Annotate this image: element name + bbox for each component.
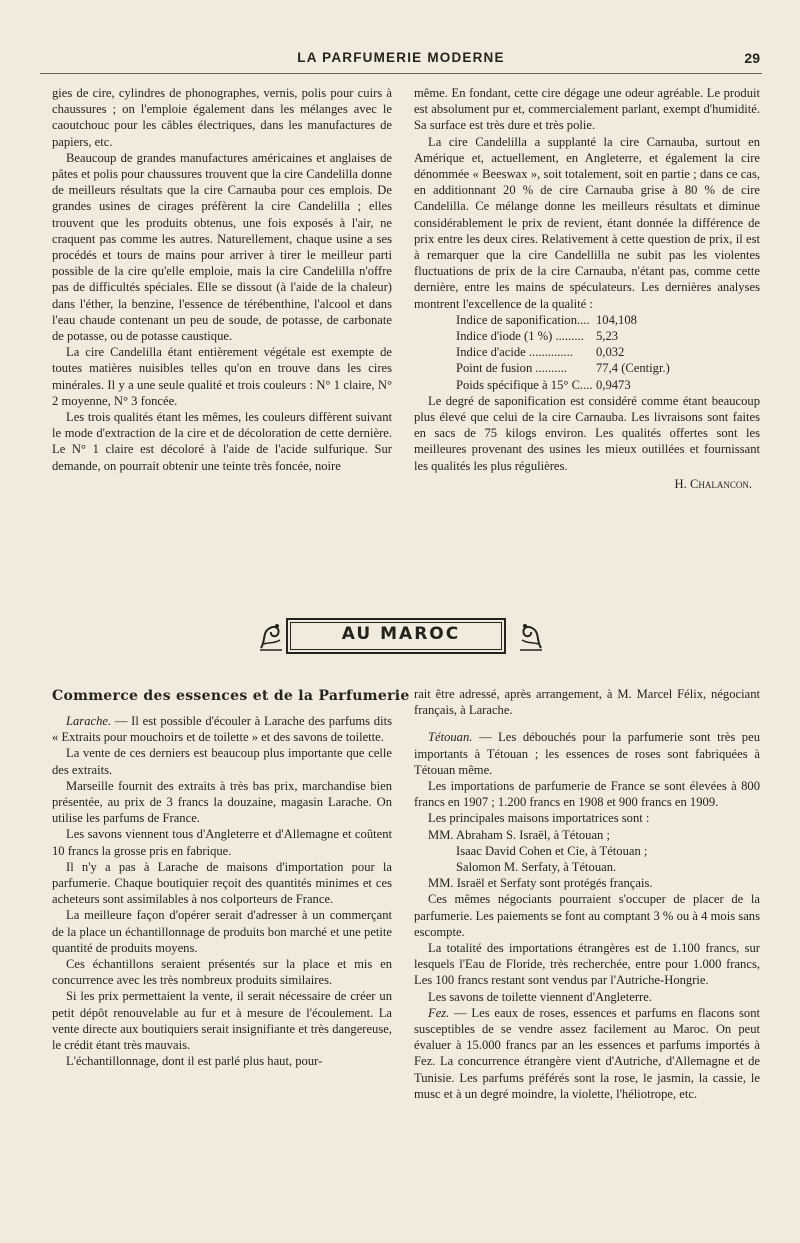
paragraph: Ces échantillons seraient présentés sur la place et mis en concurrence avec les très nombreux produits similaires. (52, 957, 392, 988)
analysis-row: Point de fusion .......... 77,4 (Centigr.) (456, 361, 670, 376)
paragraph: même. En fondant, cette cire dégage une odeur agréable. Le produit est absolument pur et, commercialement parlant, exempt d'humidité. Sa surface est très dure et très polie. (414, 86, 760, 133)
section-title: Commerce des essences et de la Parfumerie (52, 688, 410, 704)
paragraph: La totalité des importations étrangères est de 1.100 francs, sur lesquels l'Eau de Floride, très recherchée, entre pour 1.000 francs, Les 100 francs restant sont vendus par l'Autriche-Hongrie. (414, 941, 760, 988)
morocco-column-right (414, 686, 760, 1102)
author-signature: H. Chalancon. (674, 476, 752, 491)
analysis-table (456, 312, 760, 393)
paragraph: Les trois qualités étant les mêmes, les couleurs diffèrent suivant le mode d'extraction de la cire et de décoloration de cette dernière. Le N° 1 claire est décoloré à l'aide de l'acide sulfurique. Sur demande, on pourrait obtenir une teinte très foncée, noire (52, 410, 392, 473)
paragraph: La vente de ces derniers est beaucoup plus importante que celle des extraits. (52, 746, 392, 777)
paragraph: La meilleure façon d'opérer serait d'adresser à un commerçant de la place un échantillonnage de produits bon marché et une petite quantité de produits moyens. (52, 908, 392, 955)
page-number: 29 (744, 50, 760, 66)
paragraph: gies de cire, cylindres de phonographes, vernis, polis pour cuirs à chaussures ; on l'emploie également dans les mélanges avec le caoutchouc pour les câbles électriques, dans les manufactures de papiers, etc. (52, 86, 392, 149)
paragraph: Les savons viennent tous d'Angleterre et d'Allemagne et coûtent 10 francs la grosse pris en fabrique. (52, 827, 392, 858)
paragraph: rait être adressé, après arrangement, à M. Marcel Félix, négociant français, à Larache. (414, 687, 760, 718)
paragraph: Tétouan. — Les débouchés pour la parfumerie sont très peu importants à Tétouan ; les essences de roses sont fabriquées à Tétouan même. (414, 730, 760, 777)
analysis-row: Indice de saponification.... 104,108 (456, 312, 637, 327)
paragraph: Les principales maisons importatrices sont : (428, 811, 650, 826)
paragraph: Si les prix permettaient la vente, il serait nécessaire de créer un petit dépôt renouvelable au fur et à mesure de l'écoulement. La vente directe aux boutiquiers serait insignifiante et très dangereuse, le crédit étant très mauvais. (52, 989, 392, 1053)
place-label: Tétouan. (428, 730, 473, 745)
paragraph: L'échantillonnage, dont il est parlé plus haut, pour- (66, 1054, 323, 1069)
analysis-row: Indice d'acide .............. 0,032 (456, 345, 625, 360)
ornament-right-icon (518, 620, 544, 652)
place-label: Fez. (428, 1005, 450, 1020)
paragraph: Les importations de parfumerie de France se sont élevées à 800 francs en 1907 ; 1.200 francs en 1908 et 900 francs en 1909. (414, 779, 760, 810)
article-column-right (414, 85, 760, 492)
section-banner (256, 618, 546, 658)
paragraph: Fez. — Les eaux de roses, essences et parfums en flacons sont susceptibles de se vendre assez facilement au Maroc. On peut évaluer à 15.000 francs par an les essences et parfums importés à Fez. La concurrence étrangère vient d'Autriche, d'Allemagne et de Tunisie. Les parfums préférés sont la rose, le jasmin, la cassie, le musc et à un degré moindre, la violette, l'héliotrope, etc. (414, 1005, 760, 1101)
analysis-row: Poids spécifique à 15° C.... 0,9473 (456, 377, 631, 392)
paragraph: La cire Candelilla étant entièrement végétale est exempte de toutes matières nuisibles telles qu'on en trouve dans les cires minérales. Il y a une seule qualité et trois couleurs : N° 1 claire, N° 2 moyenne, N° 3 foncée. (52, 345, 392, 408)
paragraph: Il n'y a pas à Larache de maisons d'importation pour la parfumerie. Chaque boutiquier reçoit des quantités minimes et ces acheteurs sont assimilables à nos colporteurs de France. (52, 859, 392, 907)
paragraph: Beaucoup de grandes manufactures américaines et anglaises de pâtes et polis pour chaussures trouvent que la cire Candelilla donne de meilleurs résultats que la cire Carnauba pour ces emplois. De grandes usines de cirages préfèrent la cire Candelilla ; elles trouvent que les produits obtenus, une fois exposés à l'air, ne craquent pas comme les autres. Naturellement, chaque usine a ses procédés et tours de mains pour arriver à tirer le meilleur parti possible de la cire qu'elle emploie, mais la cire Candelilla n'offre pas de difficultés spéciales. Elle se dissout (à l'aide de la chaleur) dans l'éther, la benzine, l'essence de térébenthine, l'alcool et dans l'eau chaude contenant un peu de soude, de potasse, de carbonate de potasse, ou de potasse caustique. (52, 150, 392, 344)
paragraph: Les savons de toilette viennent d'Angleterre. (428, 989, 652, 1004)
paragraph: La cire Candelilla a supplanté la cire Carnauba, surtout en Amérique et, actuellement, en Angleterre, et également la cire dénommée « Beeswax », soit totalement, soit en partie ; dans ce cas, en additionnant 20 % de cire Carnauba grise à 80 % de cire Candelilla. Ce mélange donne les meilleurs résultats et diminue considérablement le prix de revient, étant donnée la différence de prix entre les deux cires. Relativement à cette question de prix, il est à remarquer que la cire Candellilla ne subit pas les violentes fluctuations de prix de la cire Carnauba, n'étant pas, comme cette dernière, entre les mains de spéculateurs. Les dernières analyses montrent l'excellence de la qualité : (414, 134, 760, 311)
paragraph: Marseille fournit des extraits à très bas prix, marchandise bien présentée, au prix de 3 francs la douzaine, magasin Larache. On utilise les parfums de France. (52, 778, 392, 826)
journal-title: LA PARFUMERIE MODERNE (297, 50, 505, 65)
article-column-left (52, 85, 392, 474)
list-item: Salomon M. Serfaty, à Tétouan. (456, 860, 617, 875)
analysis-row: Indice d'iode (1 %) ......... 5,23 (456, 329, 619, 344)
header-rule (40, 73, 762, 74)
place-label: Larache. (66, 714, 112, 728)
paragraph: Larache. — Il est possible d'écouler à Larache des parfums dits « Extraits pour mouchoirs et de toilette » et des savons de toilette. (52, 714, 392, 745)
importers-list (414, 827, 760, 876)
list-item: MM. Abraham S. Israël, à Tétouan ; (428, 827, 610, 842)
morocco-column-left (52, 713, 392, 1069)
paragraph: MM. Israël et Serfaty sont protégés français. (428, 876, 653, 891)
running-header (40, 50, 762, 70)
paragraph: Le degré de saponification est considéré comme étant beaucoup plus élevé que celui de la cire Carnauba. Les livraisons sont faites en sacs de 75 kilogs environ. Les qualités offertes sont les meilleures provenant des usines les mieux outillées et fournissant les qualités les plus régulières. (414, 393, 760, 473)
list-item: Isaac David Cohen et Cie, à Tétouan ; (456, 843, 648, 858)
paragraph: Ces mêmes négociants pourraient s'occuper de placer de la parfumerie. Les paiements se font au comptant 3 % ou à 4 mois sans escompte. (414, 892, 760, 939)
banner-title: AU MAROC (341, 624, 461, 644)
